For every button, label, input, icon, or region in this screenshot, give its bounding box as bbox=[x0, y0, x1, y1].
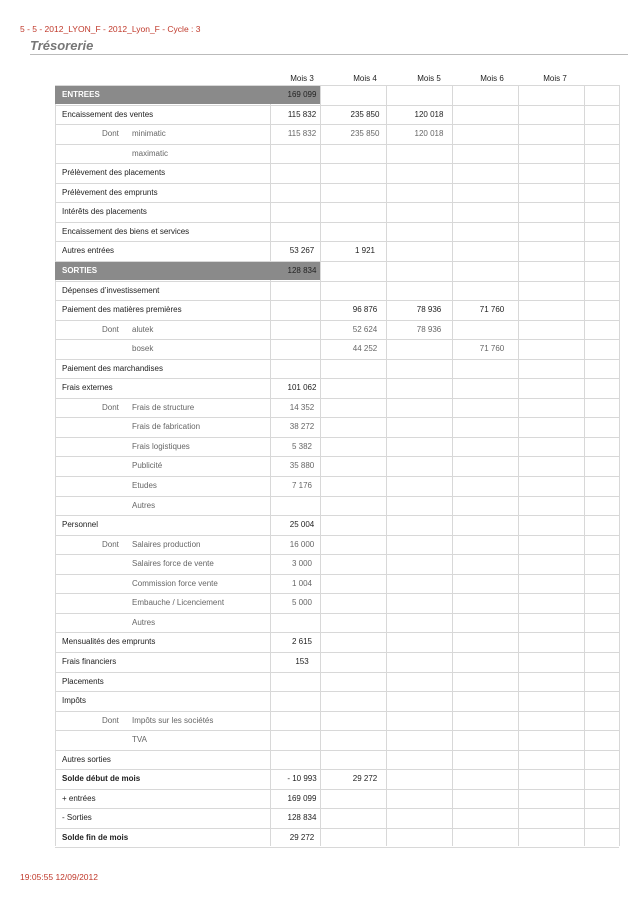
cell-value: 14 352 bbox=[289, 403, 315, 412]
row-label: Prélèvement des emprunts bbox=[62, 188, 158, 197]
row-label: Solde début de mois bbox=[62, 774, 141, 783]
column-line bbox=[584, 85, 585, 846]
document-header: 5 - 5 - 2012_LYON_F - 2012_Lyon_F - Cycle : 3 bbox=[20, 24, 201, 34]
row-line bbox=[55, 847, 619, 848]
row-line bbox=[55, 378, 619, 379]
row-label: TVA bbox=[132, 735, 147, 744]
cell-value: 115 832 bbox=[287, 129, 317, 138]
cell-value: 128 834 bbox=[287, 813, 317, 822]
row-label: Publicité bbox=[132, 461, 163, 470]
cell-value: 7 176 bbox=[291, 481, 313, 490]
row-label: Dépenses d’investissement bbox=[62, 286, 160, 295]
cell-value: 101 062 bbox=[287, 383, 317, 392]
cell-value: 29 272 bbox=[352, 774, 378, 783]
cell-value: 169 099 bbox=[287, 794, 317, 803]
row-prefix: Dont bbox=[102, 325, 119, 334]
row-label: Intérêts des placements bbox=[62, 207, 147, 216]
cell-value: 1 921 bbox=[354, 246, 376, 255]
cell-value: 3 000 bbox=[291, 559, 313, 568]
cell-value: 2 615 bbox=[291, 637, 313, 646]
cell-value: 44 252 bbox=[352, 344, 378, 353]
row-label: Autres bbox=[132, 618, 156, 627]
row-label: minimatic bbox=[132, 129, 166, 138]
cell-value: 78 936 bbox=[416, 305, 442, 314]
row-line bbox=[55, 672, 619, 673]
cell-value: 5 382 bbox=[291, 442, 313, 451]
cell-value: 5 000 bbox=[291, 598, 313, 607]
row-label: ENTREES bbox=[62, 90, 100, 99]
cell-value: 153 bbox=[295, 657, 309, 666]
cell-value: 128 834 bbox=[287, 266, 317, 275]
column-line bbox=[55, 85, 56, 846]
cell-value: 96 876 bbox=[352, 305, 378, 314]
cell-value: 35 880 bbox=[289, 461, 315, 470]
row-label: Frais de fabrication bbox=[132, 422, 201, 431]
row-label: Frais externes bbox=[62, 383, 113, 392]
row-label: alutek bbox=[132, 325, 154, 334]
column-header: Mois 7 bbox=[543, 74, 567, 83]
row-label: Frais logistiques bbox=[132, 442, 190, 451]
cell-value: 29 272 bbox=[289, 833, 315, 842]
cell-value: 53 267 bbox=[289, 246, 315, 255]
row-label: Frais financiers bbox=[62, 657, 117, 666]
row-label: Autres bbox=[132, 501, 156, 510]
row-label: SORTIES bbox=[62, 266, 98, 275]
column-line bbox=[619, 85, 620, 846]
row-label: - Sorties bbox=[62, 813, 92, 822]
row-label: Personnel bbox=[62, 520, 99, 529]
column-header: Mois 3 bbox=[290, 74, 314, 83]
cell-value: 78 936 bbox=[416, 325, 442, 334]
cell-value: 38 272 bbox=[289, 422, 315, 431]
cell-value: 71 760 bbox=[479, 344, 505, 353]
row-label: Prélèvement des placements bbox=[62, 168, 166, 177]
cell-value: 120 018 bbox=[414, 129, 444, 138]
cell-value: 115 832 bbox=[287, 110, 317, 119]
row-prefix: Dont bbox=[102, 540, 119, 549]
cell-value: 52 624 bbox=[352, 325, 378, 334]
row-line bbox=[55, 691, 619, 692]
cell-value: 120 018 bbox=[414, 110, 444, 119]
row-label: Salaires force de vente bbox=[132, 559, 214, 568]
cell-value: 235 850 bbox=[350, 129, 380, 138]
cell-value: 169 099 bbox=[287, 90, 317, 99]
row-label: Paiement des matières premières bbox=[62, 305, 182, 314]
cell-value: 16 000 bbox=[289, 540, 315, 549]
column-line bbox=[270, 85, 271, 846]
row-label: Solde fin de mois bbox=[62, 833, 129, 842]
cell-value: 1 004 bbox=[291, 579, 313, 588]
row-label: Commission force vente bbox=[132, 579, 218, 588]
timestamp-footer: 19:05:55 12/09/2012 bbox=[20, 872, 98, 882]
row-label: Autres entrées bbox=[62, 246, 115, 255]
row-label: Frais de structure bbox=[132, 403, 195, 412]
column-line bbox=[386, 85, 387, 846]
row-line bbox=[55, 808, 619, 809]
row-label: Encaissement des biens et services bbox=[62, 227, 190, 236]
column-line bbox=[452, 85, 453, 846]
row-line bbox=[55, 515, 619, 516]
row-label: Salaires production bbox=[132, 540, 201, 549]
column-header: Mois 4 bbox=[353, 74, 377, 83]
row-line bbox=[55, 750, 619, 751]
row-label: maximatic bbox=[132, 149, 169, 158]
cell-value: 25 004 bbox=[289, 520, 315, 529]
row-label: Impôts sur les sociétés bbox=[132, 716, 214, 725]
row-label: Paiement des marchandises bbox=[62, 364, 163, 373]
row-label: Etudes bbox=[132, 481, 157, 490]
cell-value: 71 760 bbox=[479, 305, 505, 314]
row-line bbox=[55, 789, 619, 790]
row-label: Embauche / Licenciement bbox=[132, 598, 225, 607]
row-label: Encaissement des ventes bbox=[62, 110, 154, 119]
row-prefix: Dont bbox=[102, 129, 119, 138]
row-label: Placements bbox=[62, 677, 104, 686]
title-underline bbox=[30, 54, 628, 55]
row-label: Autres sorties bbox=[62, 755, 111, 764]
row-line bbox=[55, 652, 619, 653]
cell-value: - 10 993 bbox=[287, 774, 317, 783]
column-header: Mois 5 bbox=[417, 74, 441, 83]
page-title: Trésorerie bbox=[30, 38, 94, 53]
row-line bbox=[55, 828, 619, 829]
row-label: Impôts bbox=[62, 696, 87, 705]
row-prefix: Dont bbox=[102, 716, 119, 725]
row-prefix: Dont bbox=[102, 403, 119, 412]
column-header: Mois 6 bbox=[480, 74, 504, 83]
row-label: Mensualités des emprunts bbox=[62, 637, 156, 646]
row-label: + entrées bbox=[62, 794, 96, 803]
row-label: bosek bbox=[132, 344, 154, 353]
cell-value: 235 850 bbox=[350, 110, 380, 119]
column-line bbox=[518, 85, 519, 846]
